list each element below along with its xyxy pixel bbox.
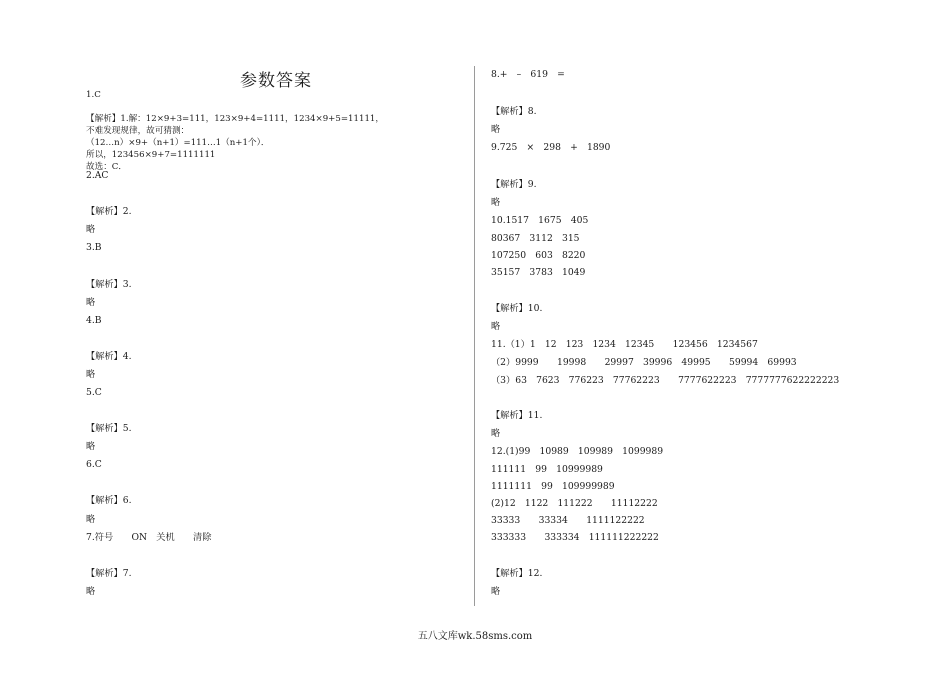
analysis-5-text: 略 (86, 441, 96, 452)
analysis-5: 【解析】5. (86, 423, 132, 434)
analysis-1-line4: 所以，123456×9+7=1111111 (86, 150, 216, 160)
answer-11-line3: （3）63 7623 776223 77762223 7777622223 7777777622222223 (491, 375, 840, 386)
analysis-1-line3: （12…n）×9+（n+1）=111…1（n+1个）． (86, 138, 270, 148)
answer-1: 1.C (86, 90, 101, 100)
analysis-10: 【解析】10. (491, 303, 543, 314)
answer-2: 2.AC (86, 170, 109, 181)
answer-11-line2: （2）9999 19998 29997 39996 49995 59994 69993 (491, 357, 797, 368)
analysis-3-text: 略 (86, 297, 96, 308)
answer-12-line4: (2)12 1122 111222 11112222 (491, 498, 658, 509)
answer-11-line1: 11.（1）1 12 123 1234 12345 123456 1234567 (491, 339, 758, 350)
analysis-12: 【解析】12. (491, 568, 543, 579)
analysis-10-text: 略 (491, 321, 501, 332)
analysis-1-line1: 【解析】1.解：12×9+3=111，123×9+4=1111，1234×9+5=11111， (86, 114, 384, 124)
answer-4: 4.B (86, 315, 102, 326)
answer-12-line5: 33333 33334 1111122222 (491, 515, 645, 526)
analysis-4: 【解析】4. (86, 351, 132, 362)
analysis-8-text: 略 (491, 124, 501, 135)
answer-8: 8.+ – 619 = (491, 69, 565, 80)
analysis-8: 【解析】8. (491, 106, 537, 117)
analysis-2-text: 略 (86, 224, 96, 235)
answer-5: 5.C (86, 387, 102, 398)
analysis-4-text: 略 (86, 369, 96, 380)
analysis-1-line2: 不难发现规律，故可猜测： (86, 126, 190, 136)
answer-10-line4: 35157 3783 1049 (491, 267, 586, 278)
answer-10-line3: 107250 603 8220 (491, 250, 586, 261)
answer-9: 9.725 × 298 + 1890 (491, 142, 611, 153)
answer-6: 6.C (86, 459, 102, 470)
analysis-9: 【解析】9. (491, 179, 537, 190)
analysis-7-text: 略 (86, 586, 96, 597)
analysis-12-text: 略 (491, 586, 501, 597)
answer-10-line2: 80367 3112 315 (491, 233, 580, 244)
analysis-2: 【解析】2. (86, 206, 132, 217)
answer-12-line2: 111111 99 10999989 (491, 464, 603, 475)
answer-12-line1: 12.(1)99 10989 109989 1099989 (491, 446, 664, 457)
answer-12-line6: 333333 333334 111111222222 (491, 532, 659, 543)
analysis-6-text: 略 (86, 514, 96, 525)
analysis-11-text: 略 (491, 428, 501, 439)
analysis-6: 【解析】6. (86, 495, 132, 506)
answer-10-line1: 10.1517 1675 405 (491, 215, 589, 226)
analysis-3: 【解析】3. (86, 279, 132, 290)
analysis-7: 【解析】7. (86, 568, 132, 579)
analysis-9-text: 略 (491, 197, 501, 208)
page-title: 参数答案 (240, 71, 312, 91)
analysis-11: 【解析】11. (491, 410, 543, 421)
analysis-1-line5: 故选：C． (86, 162, 127, 172)
answer-7: 7.符号 ON 关机 清除 (86, 532, 212, 543)
answer-3: 3.B (86, 242, 102, 253)
column-divider (474, 66, 475, 606)
answer-12-line3: 1111111 99 109999989 (491, 481, 615, 492)
footer-watermark: 五八文库wk.58sms.com (417, 631, 533, 642)
